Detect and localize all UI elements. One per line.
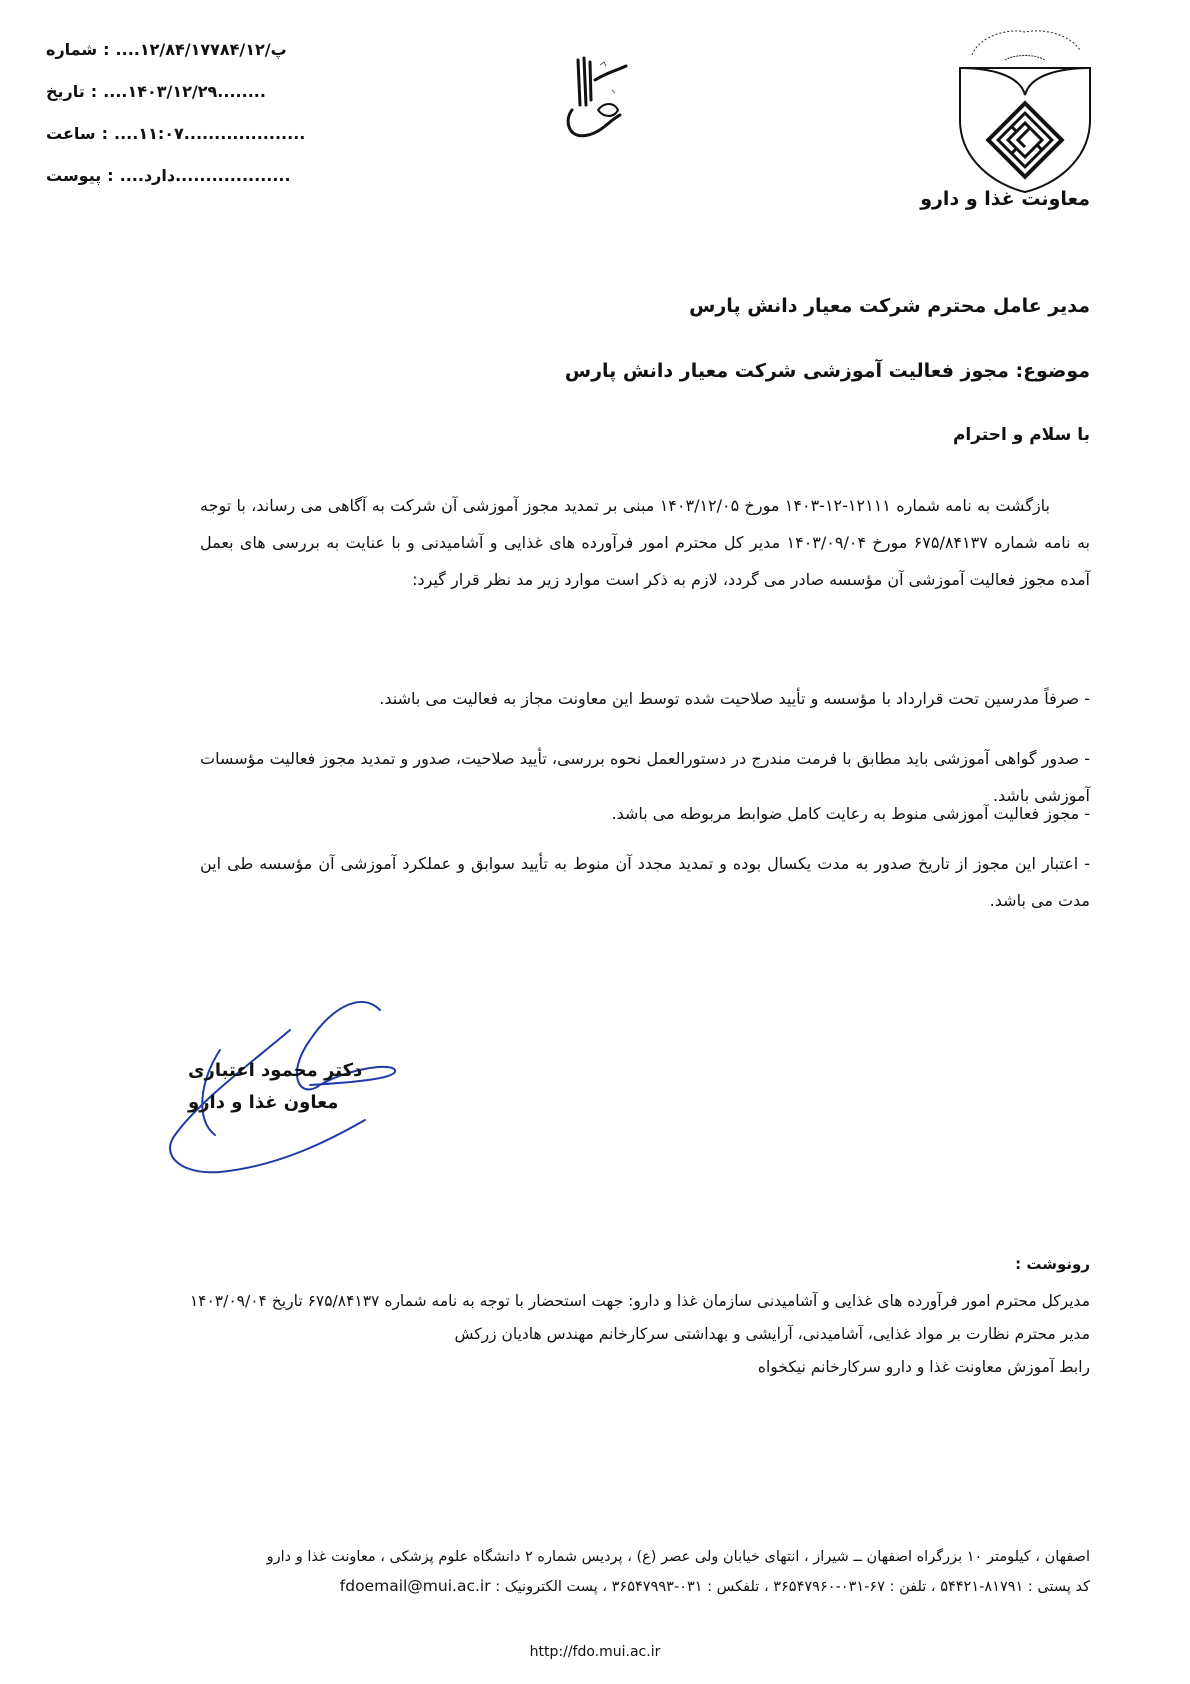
meta-time-value: ....۱۱:۰۷.................... (114, 123, 306, 143)
footer-phones: کد پستی : ۸۱۷۹۱-۵۴۴۲۱ ، تلفن : ۶۷-۰۳۱-۳۶۵۴۷۹۶۰ ، تلفکس : ۰۳۱-۳۶۵۴۷۹۹۳ ، پست الکترونیک : (495, 1579, 1090, 1595)
signatory-title: معاون غذا و دارو (188, 1092, 339, 1113)
meta-separator: : (103, 39, 110, 59)
meta-date-row (40, 70, 300, 112)
email-link[interactable]: fdoemail@mui.ac.ir (339, 1577, 491, 1595)
greeting: با سلام و احترام (952, 425, 1090, 445)
meta-time-label: ساعت (46, 123, 96, 143)
footer-contact-line (90, 1572, 1090, 1602)
meta-date-value: ....۱۴۰۳/۱۲/۲۹........ (103, 81, 266, 101)
meta-attachment-row (40, 154, 300, 196)
cc-label: رونوشت : (1015, 1255, 1090, 1273)
logo-caption: معاونت غذا و دارو (920, 188, 1090, 210)
meta-time-row (40, 112, 306, 154)
meta-separator: : (101, 123, 109, 143)
condition-item: - مجوز فعالیت آموزشی منوط به رعایت کامل ضوابط مربوطه می باشد. (611, 804, 1090, 823)
meta-number-value: ....۱۲/۸۴/۱۷۷۸۴/۱۲/پ (115, 39, 287, 59)
addressee: مدیر عامل محترم شرکت معیار دانش پارس (689, 295, 1090, 317)
meta-date-label: تاریخ (46, 81, 85, 101)
letter-meta (40, 28, 306, 196)
cc-item: مدیرکل محترم امور فرآورده های غذایی و آشامیدنی سازمان غذا و دارو: جهت استحضار با توجه به نامه شماره ۶۷۵/۸۴۱۳۷ تاریخ ۱۴۰۳/۰۹/۰۴ (189, 1292, 1090, 1310)
condition-item: - صدور گواهی آموزشی باید مطابق با فرمت مندرج در دستورالعمل نحوه بررسی، تأیید صلاحیت، صدور و تمدید مجوز فعالیت مؤسسات آموزشی باشد. (200, 749, 1090, 805)
cc-list (90, 1285, 1090, 1384)
basmala-icon (560, 50, 630, 150)
signature-scribble-icon (160, 990, 420, 1190)
university-logo-icon (950, 20, 1100, 195)
footer-address: اصفهان ، کیلومتر ۱۰ بزرگراه اصفهان ــ شیراز ، انتهای خیابان ولی عصر (ع) ، پردیس شماره ۲ دانشگاه علوم پزشکی ، معاونت غذا و دارو (266, 1549, 1090, 1565)
condition-item: - اعتبار این مجوز از تاریخ صدور به مدت یکسال بوده و تمدید مجدد آن منوط به تأیید سوابق و عملکرد آموزشی آن مؤسسه طی این مدت می باشد. (200, 854, 1090, 910)
meta-attachment-label: پیوست (46, 165, 102, 185)
meta-attachment-value: ....دارد................... (119, 165, 291, 185)
cc-item: مدیر محترم نظارت بر مواد غذایی، آشامیدنی، آرایشی و بهداشتی سرکارخانم مهندس هادیان زرکش (454, 1325, 1090, 1343)
subject: موضوع: مجوز فعالیت آموزشی شرکت معیار دانش پارس (564, 360, 1090, 382)
main-paragraph: بازگشت به نامه شماره ۱۲۱۱۱-۱۲-۱۴۰۳ مورخ ۱۴۰۳/۱۲/۰۵ مبنی بر تمدید مجوز آموزشی آن شرکت به آگاهی می رساند، با توجه به نامه شماره ۶۷۵/۸۴۱۳۷ مورخ ۱۴۰۳/۰۹/۰۴ مدیر کل محترم امور فرآورده های غذایی و آشامیدنی و با عنایت به بررسی های بعمل آمده مجوز فعالیت آموزشی آن مؤسسه صادر می گردد، لازم به ذکر است موارد زیر مد نظر قرار گیرد: (200, 496, 1091, 589)
cc-item: رابط آموزش معاونت غذا و دارو سرکارخانم نیکخواه (757, 1358, 1090, 1376)
signatory-name: دکتر محمود اعتباری (188, 1060, 363, 1081)
meta-separator: : (107, 165, 114, 185)
condition-item: - صرفاً مدرسین تحت قرارداد با مؤسسه و تأیید صلاحیت شده توسط این معاونت مجاز به فعالیت می باشند. (379, 689, 1090, 708)
meta-separator: : (90, 81, 98, 101)
meta-number-label: شماره (46, 39, 98, 59)
website-link[interactable]: http://fdo.mui.ac.ir (529, 1644, 661, 1660)
meta-number-row (40, 28, 300, 70)
footer-contact (90, 1543, 1090, 1602)
